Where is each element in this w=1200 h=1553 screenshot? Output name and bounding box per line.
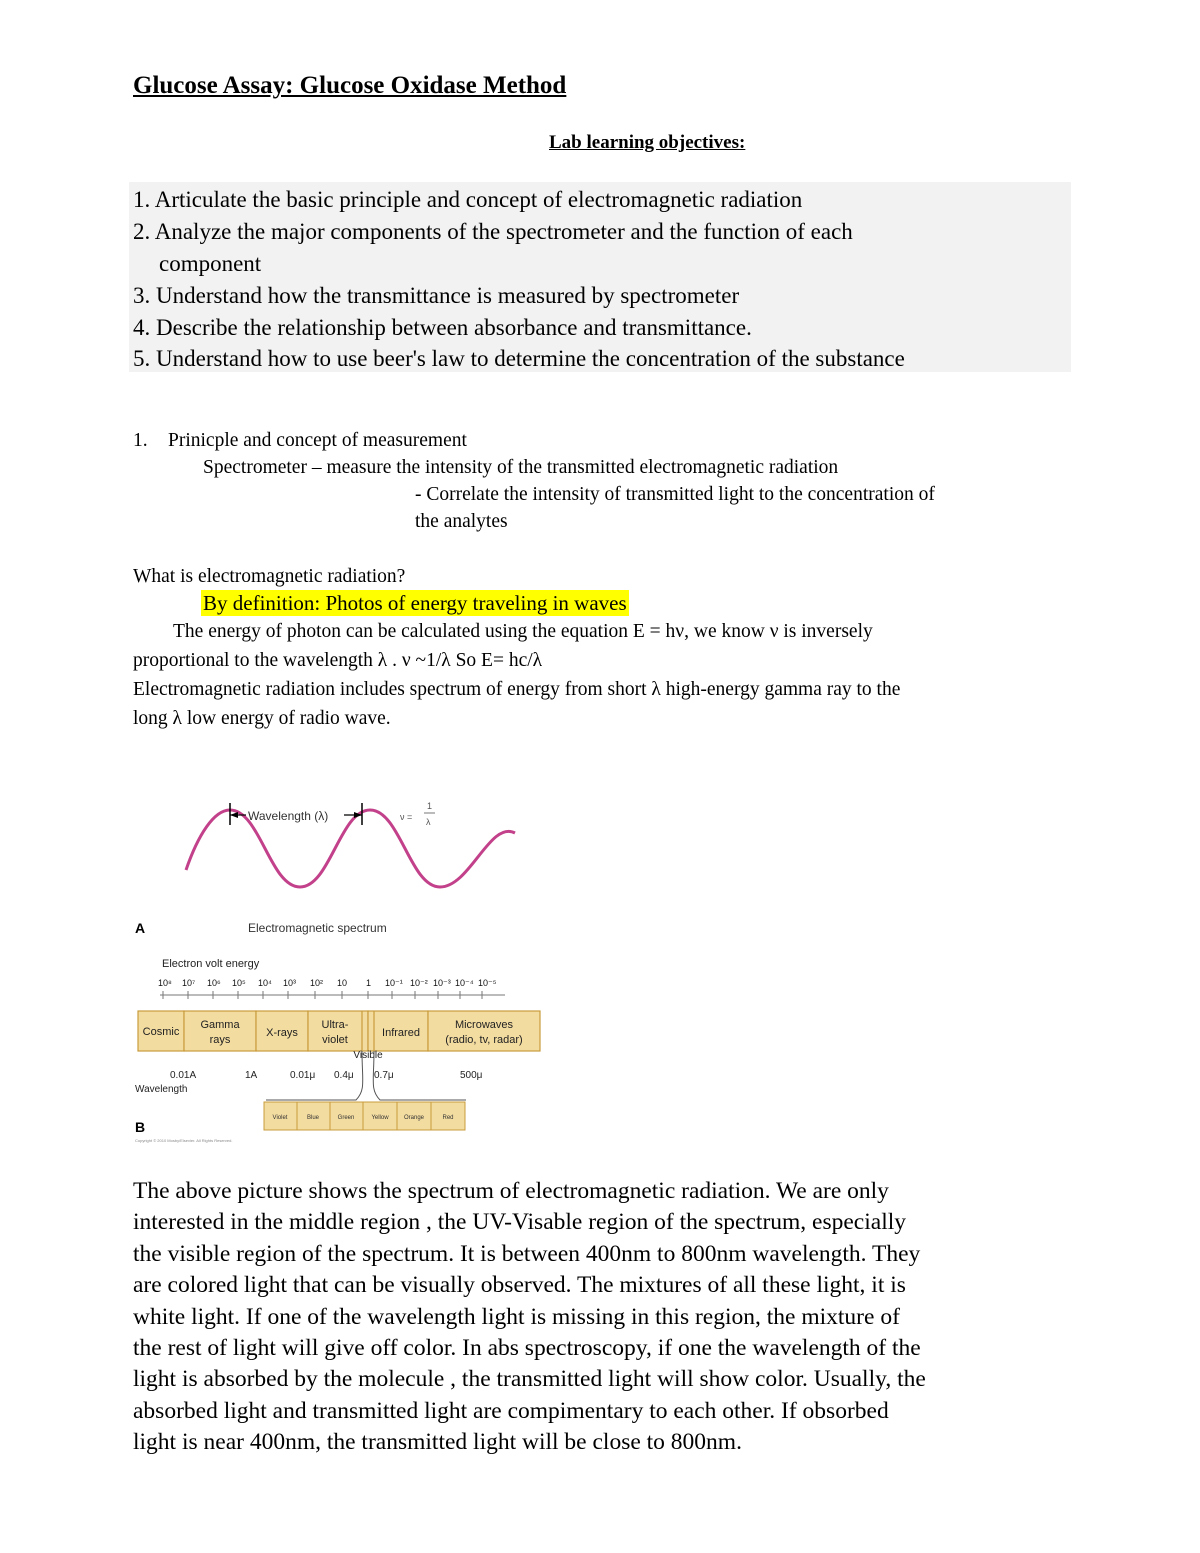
wave-curve (186, 810, 515, 887)
page-title: Glucose Assay: Glucose Oxidase Method (133, 72, 567, 99)
wavelength-tick: 0.7μ (374, 1070, 394, 1081)
wavelength-axis-label: Wavelength (135, 1084, 188, 1095)
paragraph-line: the visible region of the spectrum. It is between 400nm to 800nm wavelength. They (133, 1240, 921, 1267)
ev-tick: 10⁻⁵ (478, 978, 497, 988)
color-label: Blue (306, 1115, 320, 1121)
paragraph-line: interested in the middle region , the UV-Visable region of the spectrum, especially (133, 1209, 906, 1236)
objective-5: 5. Understand how to use beer's law to determine the concentration of the substance (133, 346, 905, 371)
ev-tick: 1 (366, 978, 372, 988)
spectrometer-line: Spectrometer – measure the intensity of the transmitted electromagnetic radiation (203, 457, 839, 478)
ev-tick: 10³ (283, 978, 297, 988)
ev-tick: 10⁷ (182, 978, 196, 988)
wavelength-tick: 0.4μ (334, 1070, 354, 1081)
ev-tick: 10⁻¹ (385, 978, 403, 988)
band-label: (radio, tv, radar) (445, 1034, 523, 1046)
nu-numerator: 1 (427, 801, 433, 811)
paragraph-line: light is absorbed by the molecule , the transmitted light will show color. Usually, the (133, 1366, 926, 1393)
correlate-line-1: - Correlate the intensity of transmitted light to the concentration of (415, 484, 935, 505)
ev-tick: 10⁻⁴ (455, 978, 474, 988)
objective-1: 1. Articulate the basic principle and concept of electromagnetic radiation (133, 187, 803, 212)
objective-2: 2. Analyze the major components of the spectrometer and the function of each (133, 219, 853, 244)
ev-label: Electron volt energy (162, 958, 260, 970)
band-label: Infrared (382, 1027, 420, 1039)
wavelength-tick: 1A (245, 1070, 258, 1081)
paragraph-line: the rest of light will give off color. In abs spectroscopy, if one the wavelength of the (133, 1335, 921, 1362)
wavelength-tick: 0.01A (170, 1070, 197, 1081)
nu-denominator: λ (426, 817, 431, 827)
spectrum-line-1: Electromagnetic radiation includes spectrum of energy from short λ high-energy gamma ray to the (133, 679, 901, 700)
explanation-paragraph (133, 1176, 1093, 1459)
spectrum-title: Electromagnetic spectrum (248, 921, 387, 935)
color-label: Orange (403, 1115, 425, 1121)
ev-tick: 10⁻² (410, 978, 428, 988)
paragraph-line: are colored light that can be visually observed. The mixtures of all these light, it is (133, 1272, 906, 1299)
paragraph-line: light is near 400nm, the transmitted light will be close to 800nm. (133, 1429, 742, 1456)
ev-ticks (158, 978, 497, 988)
ev-tick: 10 (337, 978, 348, 988)
band-label: Ultra- (321, 1019, 349, 1031)
ev-tick: 10⁴ (258, 978, 272, 988)
band-label: violet (322, 1034, 348, 1046)
wavelength-tick: 500μ (460, 1070, 483, 1081)
wavelength-label: Wavelength (λ) (248, 809, 329, 823)
color-label: Violet (272, 1115, 288, 1121)
ev-tick: 10⁶ (207, 978, 221, 988)
band-label: Microwaves (454, 1019, 514, 1031)
color-label: Green (337, 1115, 355, 1121)
panel-a-label: A (135, 920, 146, 936)
section-number: 1. (133, 430, 148, 451)
em-spectrum-figure (130, 795, 550, 1145)
energy-line-1: The energy of photon can be calculated using the equation E = hν, we know ν is inversely (173, 621, 873, 642)
band-label: X-rays (266, 1027, 298, 1039)
band-label-visible: Visible (353, 1050, 383, 1061)
correlate-line-2: the analytes (415, 511, 508, 532)
ev-tick: 10² (310, 978, 324, 988)
paragraph-line: white light. If one of the wavelength light is missing in this region, the mixture of (133, 1303, 900, 1330)
definition-highlight: By definition: Photos of energy traveling in waves (203, 591, 627, 615)
ev-tick: 10⁵ (232, 978, 246, 988)
ev-tick: 10⁻³ (433, 978, 451, 988)
objective-2-cont: component (159, 251, 262, 276)
paragraph-line: absorbed light and transmitted light are compimentary to each other. If obsorbed (133, 1397, 889, 1424)
section-heading: Prinicple and concept of measurement (168, 430, 467, 451)
band-label: Cosmic (142, 1026, 180, 1038)
band-label: rays (209, 1034, 231, 1046)
wavelength-tick: 0.01μ (290, 1070, 316, 1081)
panel-b-label: B (135, 1119, 146, 1135)
objective-4: 4. Describe the relationship between absorbance and transmittance. (133, 315, 752, 340)
figure-copyright: Copyright © 2010 Mosby/Elsevier. All Rights Reserved. (135, 1138, 233, 1143)
energy-line-2: proportional to the wavelength λ . ν ~1/λ So E= hc/λ (133, 650, 543, 671)
spectrum-line-2: long λ low energy of radio wave. (133, 708, 391, 729)
objective-3: 3. Understand how the transmittance is measured by spectrometer (133, 283, 740, 308)
paragraph-line: The above picture shows the spectrum of electromagnetic radiation. We are only (133, 1178, 889, 1204)
ev-tick: 10⁸ (158, 978, 172, 988)
em-question: What is electromagnetic radiation? (133, 566, 406, 587)
objectives-heading: Lab learning objectives: (549, 132, 746, 153)
em-definition (201, 591, 629, 616)
color-label: Red (442, 1115, 454, 1121)
band-label: Gamma (200, 1019, 240, 1031)
color-label: Yellow (371, 1115, 389, 1121)
nu-label: ν = (400, 812, 413, 822)
